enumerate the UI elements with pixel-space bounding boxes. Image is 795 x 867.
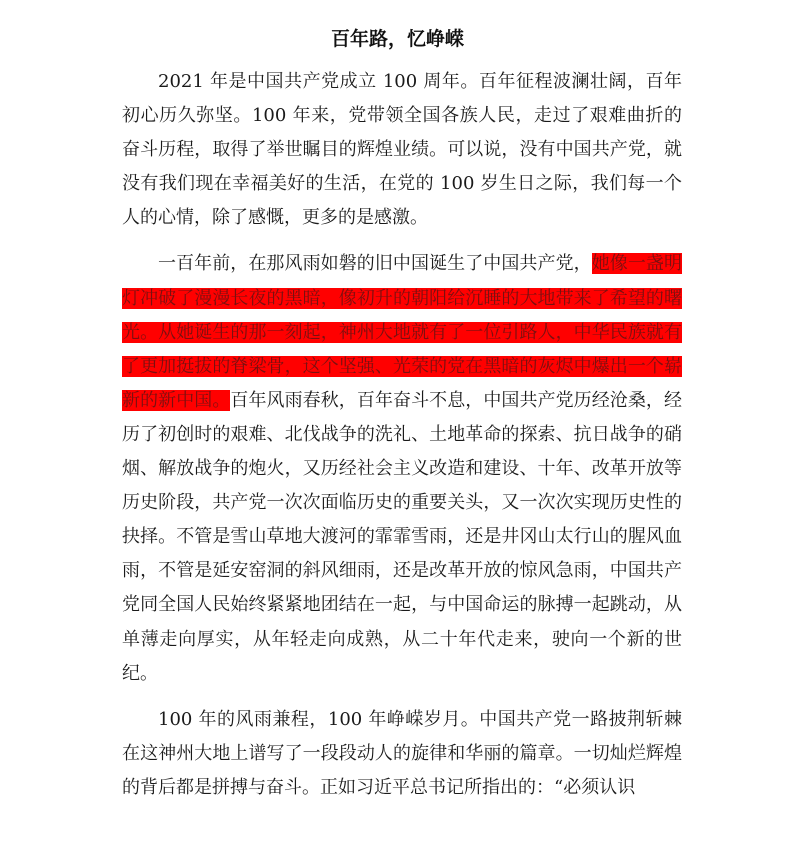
paragraph-2 bbox=[122, 247, 682, 690]
highlighted-text: 她像一盏明灯冲破了漫漫长夜的黑暗，像初升的朝阳给沉睡的大地带来了希望的曙光。从她诞生的那一刻起，神州大地就有了一位引路人，中华民族就有了更加挺拔的脊梁骨，这个坚强、光荣的党在黑暗的灰烬中爆出一个崭新的新中国。 bbox=[122, 253, 683, 411]
document-title: 百年路，忆峥嵘 bbox=[330, 28, 464, 50]
document-body bbox=[122, 65, 682, 817]
paragraph-2-rest: 百年风雨春秋，百年奋斗不息，中国共产党历经沧桑，经历了初创时的艰难、北伐战争的洗礼、土地革命的探索、抗日战争的硝烟、解放战争的炮火，又历经社会主义改造和建设、十年、改革开放等历史阶段，共产党一次次面临历史的重要关头，又一次次实现历史性的抉择。不管是雪山草地大渡河的霏霏雪雨，还是井冈山太行山的腥风血雨，不管是延安窑洞的斜风细雨，还是改革开放的惊风急雨，中国共产党同全国人民始终紧紧地团结在一起，与中国命运的脉搏一起跳动，从单薄走向厚实，从年轻走向成熟，从二十年代走来，驶向一个新的世纪。 bbox=[122, 389, 683, 684]
paragraph-1: 2021 年是中国共产党成立 100 周年。百年征程波澜壮阔，百年初心历久弥坚。100 年来，党带领全国各族人民，走过了艰难曲折的奋斗历程，取得了举世瞩目的辉煌业绩。可以说，没有中国共产党，就没有我们现在幸福美好的生活，在党的 100 岁生日之际，我们每一个人的心情，除了感慨，更多的是感激。 bbox=[122, 71, 682, 229]
paragraph-2-intro: 一百年前，在那风雨如磐的旧中国诞生了中国共产党， bbox=[158, 253, 592, 275]
paragraph-3: 100 年的风雨兼程，100 年峥嵘岁月。中国共产党一路披荆斩棘在这神州大地上谱写了一段段动人的旋律和华丽的篇章。一切灿烂辉煌的背后都是拼搏与奋斗。正如习近平总书记所指出的：“必须认识 bbox=[122, 708, 682, 798]
